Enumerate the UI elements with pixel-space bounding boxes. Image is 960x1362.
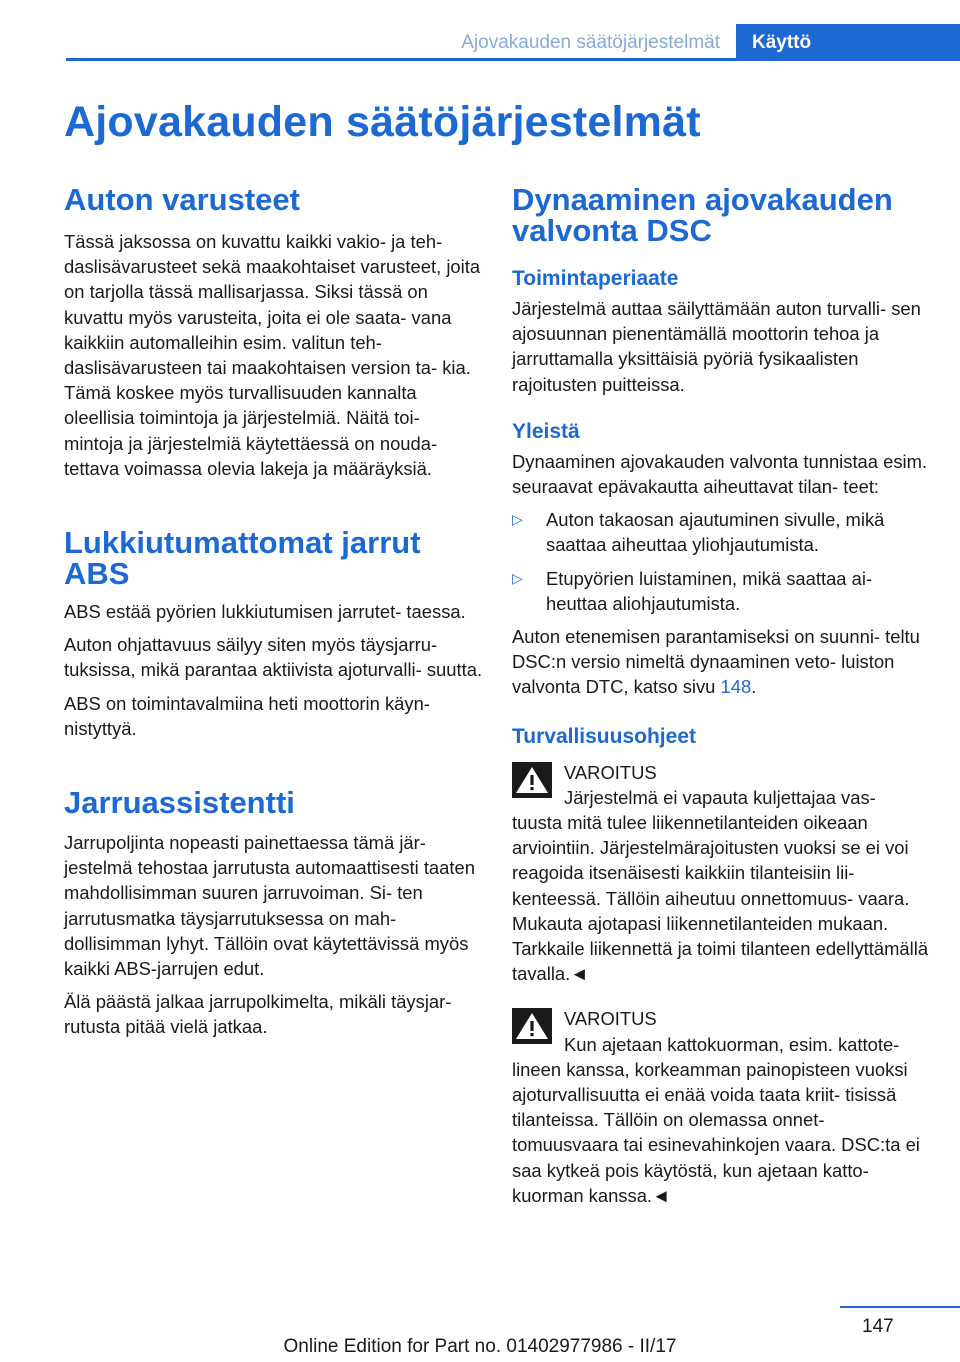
brake-assist-heading: Jarruassistentti xyxy=(64,785,295,821)
running-header xyxy=(66,24,960,61)
list-item-text: Etupyörien luistaminen, mikä saattaa ai‐ heuttaa aliohjautumista. xyxy=(546,567,873,614)
abs-paragraph-2: Auton ohjattavuus säilyy siten myös täysjarru‐ tuksissa, mikä parantaa aktiivista ajoturvalli‐ suutta. xyxy=(64,634,483,681)
warning-triangle-icon xyxy=(512,1008,552,1044)
general-heading: Yleistä xyxy=(512,419,580,443)
edition-footer: Online Edition for Part no. 01402977986 - II/17 xyxy=(283,1336,677,1357)
list-item xyxy=(512,566,930,616)
header-chapter-tab: Käyttö xyxy=(736,24,960,61)
list-item xyxy=(512,507,930,557)
equipment-text: Tässä jaksossa on kuvattu kaikki vakio- ja teh‐ daslisävarusteet sekä maakohtaiset varusteet, joita on tarjolla tässä mallisarjassa. Siksi tässä on kuvattu myös varusteita, joita ei ole saata‐ vana kaikkiin automalleihin esim. valitun teh‐ daslisävarusteen tai maakohtaisen version ta‐ kia. Tämä koskee myös turvallisuuden kannalta oleellisia toimintoja ja järjestelmiä. Näitä toi‐ mintoja ja järjestelmiä käytettäessä on nouda‐ tettava voimassa olevia lakeja ja määräyksiä. xyxy=(64,231,481,479)
warning-box xyxy=(512,760,930,987)
equipment-heading: Auton varusteet xyxy=(64,182,300,217)
left-column xyxy=(64,184,484,1040)
list-item-text: Auton takaosan ajautuminen sivulle, mikä saattaa aiheuttaa yliohjautumista. xyxy=(546,509,885,556)
warning-box xyxy=(512,1006,930,1208)
principle-text: Järjestelmä auttaa säilyttämään auton turvalli‐ sen ajosuunnan pienentämällä moottorin tehoa ja jarruttamalla yksittäisiä pyöriä fysikaalisten rajoitusten puitteissa. xyxy=(512,298,921,395)
header-section-title: Ajovakauden säätöjärjestelmät xyxy=(461,32,720,53)
instability-list xyxy=(512,507,930,616)
page-reference-link[interactable]: 148 xyxy=(720,676,752,698)
page-title: Ajovakauden säätöjärjestelmät xyxy=(64,98,701,146)
warning-label: VAROITUS xyxy=(564,761,657,783)
right-column xyxy=(512,184,930,1208)
warning-first-line: Järjestelmä ei vapauta kuljettajaa vas‐ xyxy=(564,786,876,808)
warning-text: tuusta mitä tulee liikennetilanteiden oikeaan arviointiin. Järjestelmärajoitusten vuoksi se ei voi reagoida itsenäisesti kaikkiin tilanteisiin lii‐ kenteessä. Tällöin aiheutuu onnettomuus‐ vaara. Mukauta ajotapasi liikennetilanteiden mukaan. Tarkkaile liikennettä ja toimi tilanteen edellyttämällä tavalla.◄ xyxy=(512,812,929,985)
dtc-text: Auton etenemisen parantamiseksi on suunni‐ teltu DSC:n versio nimeltä dynaaminen veto‐ luiston valvonta DTC, katso sivu 148. xyxy=(512,626,920,698)
abs-paragraph-3: ABS on toimintavalmiina heti moottorin käyn‐ nistyttyä. xyxy=(64,692,430,739)
principle-heading: Toimintaperiaate xyxy=(512,267,679,290)
abs-heading: Lukkiutumattomat jarrut ABS xyxy=(64,525,421,592)
warning-triangle-icon xyxy=(512,762,552,798)
footer-rule xyxy=(840,1306,960,1308)
abs-paragraph-1: ABS estää pyörien lukkiutumisen jarrutet‐ taessa. xyxy=(64,601,466,623)
brake-assist-paragraph-1: Jarrupoljinta nopeasti painettaessa tämä jär‐ jestelmä tehostaa jarrutusta automaattisesti taaten mahdollisimman suuren jarruvoiman. Si‐ ten jarrutusmatka täysjarrutuksessa on mah‐ dollisimman lyhyt. Tällöin ovat käytettävissä myös kaikki ABS-jarrujen edut. xyxy=(64,832,475,980)
bullet-triangle-icon: ▷ xyxy=(512,511,523,528)
bullet-triangle-icon: ▷ xyxy=(512,569,523,586)
warning-label: VAROITUS xyxy=(564,1008,657,1030)
warning-text: lineen kanssa, korkeamman painopisteen vuoksi ajoturvallisuutta ei enää voida taata kriit‐ tisissä tilanteissa. Tällöin on olemassa onnet‐ tomuusvaara tai esinevahinkojen vaara. DSC:ta ei saa kytkeä pois käytöstä, kun ajetaan katto‐ kuorman kanssa.◄ xyxy=(512,1058,920,1206)
general-text: Dynaaminen ajovakauden valvonta tunnistaa esim. seuraavat epävakautta aiheuttavat tilan‐ teet: xyxy=(512,450,928,498)
safety-heading: Turvallisuusohjeet xyxy=(512,724,696,748)
warning-first-line: Kun ajetaan kattokuorman, esim. kattote‐ xyxy=(564,1033,900,1055)
page-number: 147 xyxy=(862,1316,894,1337)
brake-assist-paragraph-2: Älä päästä jalkaa jarrupolkimelta, mikäli täysjar‐ rutusta pitää vielä jatkaa. xyxy=(64,991,452,1038)
dsc-heading: Dynaaminen ajovakauden valvonta DSC xyxy=(512,182,893,248)
